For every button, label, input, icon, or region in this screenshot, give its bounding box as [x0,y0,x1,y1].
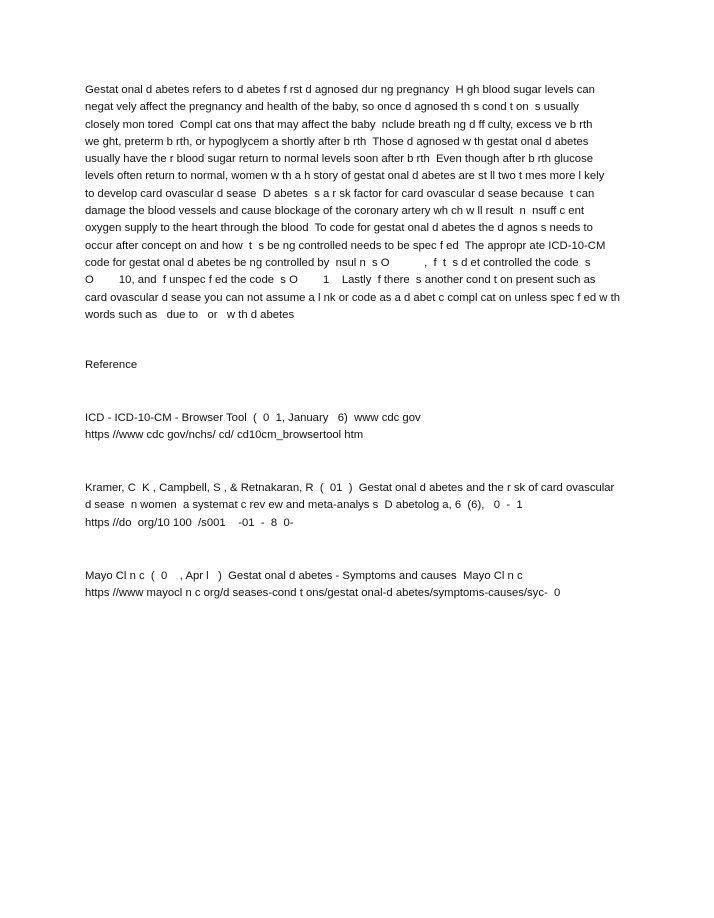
paragraph-line: code for gestat onal d abetes be ng controlled by nsul n s O , f t s d et controlled the code s [85,256,591,269]
reference-url: https //do org/10 100 /s001 -01 - 8 0- [85,516,294,529]
paragraph-line: card ovascular d sease you can not assume a l nk or code as a d abet c compl cat on unless spec f ed w th [85,291,621,304]
reference-line: Kramer, C K , Campbell, S , & Retnakaran, R ( 01 ) Gestat onal d abetes and the r sk of card ovascular [85,482,615,494]
reference-url: https //www cdc gov/nchs/ cd/ cd10cm_browsertool htm [85,429,364,442]
reference-line: d sease n women a systemat c rev ew and meta-analys s D abetolog a, 6 (6), 0 - 1 [85,499,523,512]
paragraph-line: closely mon tored Compl cat ons that may affect the baby nclude breath ng d ff culty, excess ve b rth [85,118,593,131]
reference-entry-mayo [85,568,645,603]
paragraph-line: levels often return to normal, women w th a h story of gestat onal d abetes are st ll two t mes more l kely [85,170,605,183]
paragraph-line: oxygen supply to the heart through the blood To code for gestat onal d abetes the d agnos s needs to [85,222,593,235]
paragraph-line: negat vely affect the pregnancy and health of the baby, so once d agnosed th s cond t on s usually [85,101,579,114]
paragraph-line: to develop card ovascular d sease D abetes s a r sk factor for card ovascular d sease because t can [85,187,595,200]
paragraph-line: damage the blood vessels and cause blockage of the coronary artery wh ch w ll result n nsuff c ent [85,205,585,218]
reference-entry-kramer [85,480,645,532]
body-paragraph [85,82,645,324]
reference-line: ICD - ICD-10-CM - Browser Tool ( 0 1, January 6) www cdc gov [85,412,421,424]
paragraph-line: O 10, and f unspec f ed the code s O 1 Lastly f there s another cond t on present such as [85,274,596,287]
paragraph-line: usually have the r blood sugar return to normal levels soon after b rth Even though after b rth glucose [85,153,594,166]
paragraph-line: we ght, preterm b rth, or hypoglycem a shortly after b rth Those d agnosed w th gestat onal d abetes [85,135,589,148]
reference-heading: Reference [85,359,138,371]
paragraph-line: occur after concept on and how t s be ng controlled needs to be spec f ed The appropr ate ICD-10-CM [85,239,606,252]
reference-url: https //www mayocl n c org/d seases-cond t ons/gestat onal-d abetes/symptoms-causes/syc- 0 [85,587,561,600]
reference-entry-icd [85,410,645,445]
reference-line: Mayo Cl n c ( 0 , Apr l ) Gestat onal d abetes - Symptoms and causes Mayo Cl n c [85,570,523,582]
paragraph-line: Gestat onal d abetes refers to d abetes f rst d agnosed dur ng pregnancy H gh blood sugar levels can [85,84,595,96]
paragraph-line: words such as due to or w th d abetes [85,308,295,321]
